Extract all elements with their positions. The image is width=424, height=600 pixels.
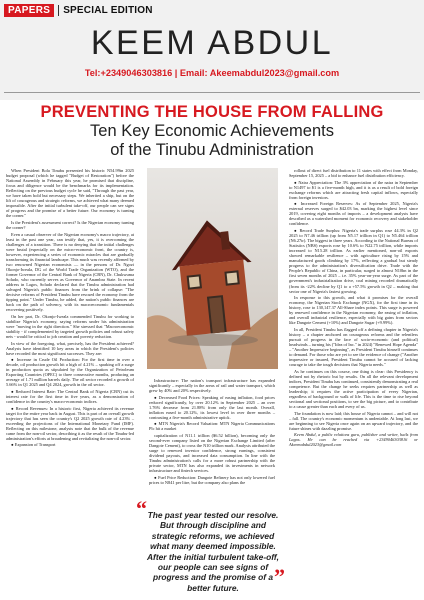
subhead-line-1: Ten Key Economic Achievements bbox=[90, 122, 334, 140]
body-paragraph: ● Increased Foreign Reserves: As of September 2025, Nigeria's external reserves surged to $42.03 bn, marking the highest level since 2019, covering eight months of imports – a development analysts have described as a watershed moment for economic recovery and stakeholder confidence. bbox=[289, 201, 418, 227]
edition-label: SPECIAL EDITION bbox=[63, 4, 153, 16]
publication-logo bbox=[4, 3, 153, 17]
body-paragraph: ● Reduced Interest Rate: The Central Bank of Nigeria (CBN) cut its interest rate for the first time in five years, as a demonstration of confidence in the country's macro-economic indices. bbox=[6, 388, 134, 405]
logo-wordmark: PAPERS bbox=[4, 4, 54, 17]
body-paragraph: As he continues on this course, one thing is clear: this Presidency is defined not by rhetoric but by results. On all the relevant development indices, President Tinubu has continued, consistently demonstrating a real competence. But the change he seeks requires partnership as well as leadership; it requires the active participation of every Nigerian, regardless of background or walk of life. This is the time to rise beyond sectional and sectional positions, to see the big picture, and to contribute to a cause greater than each and every of us. bbox=[289, 368, 418, 410]
body-paragraph: In view of the foregoing, what, precisely, has the President achieved? Analysts have identified 10 key areas in which the President's policies have recorded the most significant successes. They are: bbox=[6, 340, 134, 356]
body-paragraph: ● Record Trade Surplus: Nigeria's trade surplus rose 44.3% in Q2 2025 to N7.46 trillion (up from N5.17 trillion in Q1) to N5.464 trillion (N6.27tr). The biggest in three years. According to the National Bureau of Statistics (NBS) exports rose by 10.6% to N22.75 trillion, while imports increased to N15.28 trillion. As earlier mentioned, non-oil exports showed remarkable resilience – with agriculture rising by 15% and manufactured goods climbing by 17%, reflecting a gradual but steady progress to the administration's diversification drive. Trade with the People's Republic of China, in particular, surged to almost N10bn in the first seven months of 2025 – i.e. 35% year-on-year surge. As part of the government's industrialization drive, coal mining recorded dramatically (from its -22% decline by Q1 to a +57.5% growth in Q2 – making that sector one of Nigeria's fastest growing. bbox=[289, 228, 418, 294]
body-paragraph: When President Bola Tinubu presented his historic N54.99tn 2025 budget proposal (which he tagged "Budget of Restoration") before the National Assembly in February this year, he promised that discipline, focus and diligence would be the benchmarks for its implementation. Reflecting on the previous budget cycle he said, "Through the past year, we have taken bold but necessary steps. We inherited a ship, but on the lift of courageous and strategic reforms, we achieved what many deemed impossible. After the initial turbulent take-off, our people can see signs of progress and the promise of a better future. Our economy is turning the corner." bbox=[6, 168, 134, 219]
body-paragraph: The foundation is now laid; this house of Nigeria cannot – and will not – fall. The country's economic momentum is undeniable. At long last, we are beginning to see Nigeria once again on an upward trajectory, and the future shines with dazzling promise. bbox=[289, 410, 418, 431]
body-paragraph: On her part, Dr. Okonjo-Iweala commended Tinubu for working to stabilize Nigeria's economy, saying reforms under his administration were "moving in the right direction." She stressed that "Macroeconomic stability - if complemented by targeted growth policies and robust safety nets - would be critical to job creation and poverty reduction. bbox=[6, 313, 134, 339]
body-paragraph: In response to this growth, and what it promises for the overall economy, the Nigerian Stock Exchange (NGX), for the first time in its history, rose to 130,147.37 All-Share index points. This surge is powered by renewed confidence in the Nigerian economy, the easing of inflation, and overall industrial resilience, especially with big gains from sectors like Dangote Cement (+10%) and Dangote Sugar (+9.99%). bbox=[289, 295, 418, 326]
body-paragraph: ● MTN Nigeria's Record Valuation: MTN Nigeria Communications Plc hit a market bbox=[149, 421, 275, 432]
body-paragraph: Even a casual observer of the Nigerian economy's macro trajectory, at least in the past one year, can testify that, yes, it is overcoming the challenges of a transition. There is no denying that the initial challenges were brutal (especially on the micro-economic front, the country is, however, experiencing a series of economic miracles that are gradually transforming its financial landscape. This much was recently affirmed by two renowned Nigerian economists — in the persons of Dr. Ngozi Okonjo-Iweala, DG of the World Trade Organization (WTO), and the former Governor of the Central Bank of Nigeria (CBN), Dr. Chukwuma Soludo, who currently serves as Governor of Anambra State. In recent address in Lagos, Soludo declared that the Tinubu administration had salvaged Nigeria's public finances from the brink of collapse: "The decisive reforms of President Tinubu have rescued the economy from the tipping point." Under Tinubu, he added, the nation's public finances are back on the path of solvency, with its macroeconomic fundamentals recovering positively. bbox=[6, 231, 134, 313]
article-column-right bbox=[289, 168, 418, 449]
masthead bbox=[0, 0, 424, 100]
body-paragraph: rollout of direct fuel distribution to 11 states with effect from Monday, September 15, 2025 – a bid to enhance fuel distribution efficiency. bbox=[289, 168, 418, 179]
logo-divider bbox=[58, 5, 59, 16]
subhead-line-2: of the Tinubu Administration bbox=[110, 140, 314, 159]
header-divider bbox=[4, 92, 420, 93]
house-photo bbox=[147, 168, 278, 369]
article-column-left bbox=[6, 168, 134, 449]
body-paragraph: ● Naira Appreciation: The 3% appreciation of the naira in September to N1497 to $1 is a five-month high, and it is as a result of bold foreign exchange reforms which are attracting fresh capital inflows, especially from foreign investors. bbox=[289, 179, 418, 200]
body-paragraph: ● Decreased Food Prices: Speaking of easing inflation, food prices reduced significantly, by over 20.12% in September 2025 – an over 1.76% decrease from 21.88% from only the last month. Overall, inflation eased to 20.12%, its lowest level in over three months – contrasting a five-month administrative uptick. bbox=[149, 394, 275, 420]
body-paragraph: In all, President Tinubu has flagged off a defining chapter in Nigeria's history – a chapter anchored on courageous reforms and the relentless pursuit of progress in the face of socio-economic (and political) headwinds – turning his ("Idea of Inc." in 2024) "Renewed Hope Agenda" – "Another Impressive beginning", as President Tinubu himself continues to demand. For those who are yet to see the evidence of change ("Another impressive or insured, President Tinubu cannot be accused of lacking courage to take the tough decisions that Nigeria needs." bbox=[289, 326, 418, 368]
body-paragraph: ● Fuel Price Reduction: Dangote Refinery has not only lowered fuel prices to N841 per litre, but the company also plans the bbox=[149, 474, 275, 485]
body-paragraph: Infrastructure: The nation's transport infrastructure has expanded significantly – especially in the areas of rail and water transport, which grew by 40% and 20% respectively. bbox=[149, 378, 275, 394]
columnist-contact: Tel:+2349046303816 | Email: Akeemabdul2023@gmail.com bbox=[84, 68, 340, 78]
article-headline: PREVENTING THE HOUSE FROM FALLING bbox=[40, 103, 384, 121]
body-paragraph: capitalization of N11.1 trillion ($6.52 billion), becoming only the second-ever company listed on the Nigerian Exchange Limited (after Dangote Cement), to cross the N10 trillion mark. Analysts attributed the surge to renewed investor confidence, strong earnings, consistent dividend payouts, and increased data consumption. In line with the Tinubu administration's calls for a more robust partnership with the private sector, MTN has also expanded its investments in network infrastructure and fintech services. bbox=[149, 432, 275, 474]
body-paragraph: ● Increase in Crude Oil Production: For the first time in over a decade, oil production growth hit a high of 4.21% – sparking off a surge in production quota as stipulated by the Organization of Petroleum Exporting Countries (OPEC) to three consecutive months, producing an average of 1.71 million barrels daily. The oil sector recorded a growth of 5.66% in Q1 2025 and Q4 2024, growth in the oil sector. bbox=[6, 357, 134, 388]
body-paragraph: ● Record Revenues: In a historic first, Nigeria achieved its revenue target for the entire year back in August. This is part of an overall growth trajectory that has seen the country's Q2 2025 growth rate of 4.23% – exceeding the projections of the International Monetary Fund (IMF). Reflecting on this milestone, analysts note that the bulk of the revenue came from the non-oil sector, describing it as the result of the Tinubu-led administration's efforts at broadening and revitalizing the non-oil sector. bbox=[6, 405, 134, 441]
open-quote-icon: “ bbox=[136, 496, 147, 521]
close-quote-icon: ” bbox=[274, 564, 285, 589]
pull-quote: The past year tested our resolve. But through discipline and strategic reforms, we achieved what many deemed impossible. After the initial turbulent take-off, our people can see signs of progress and the promise of a better future. bbox=[147, 510, 279, 593]
house-illustration bbox=[147, 168, 278, 369]
article-column-middle bbox=[149, 378, 275, 486]
author-bio: Keem Abdul, a public relations guru, publisher and writer, hails from Lagos. He can be reached via +2349046303816 or Akeemabdul2023@gmail.com bbox=[289, 432, 418, 448]
article-subheadline bbox=[0, 122, 424, 159]
body-paragraph: Is the President's assessment correct? Is the Nigerian economy turning the corner? bbox=[6, 219, 134, 231]
columnist-name: KEEM ABDUL bbox=[90, 24, 334, 62]
body-paragraph: ● Expansion of Transport bbox=[11, 442, 56, 448]
